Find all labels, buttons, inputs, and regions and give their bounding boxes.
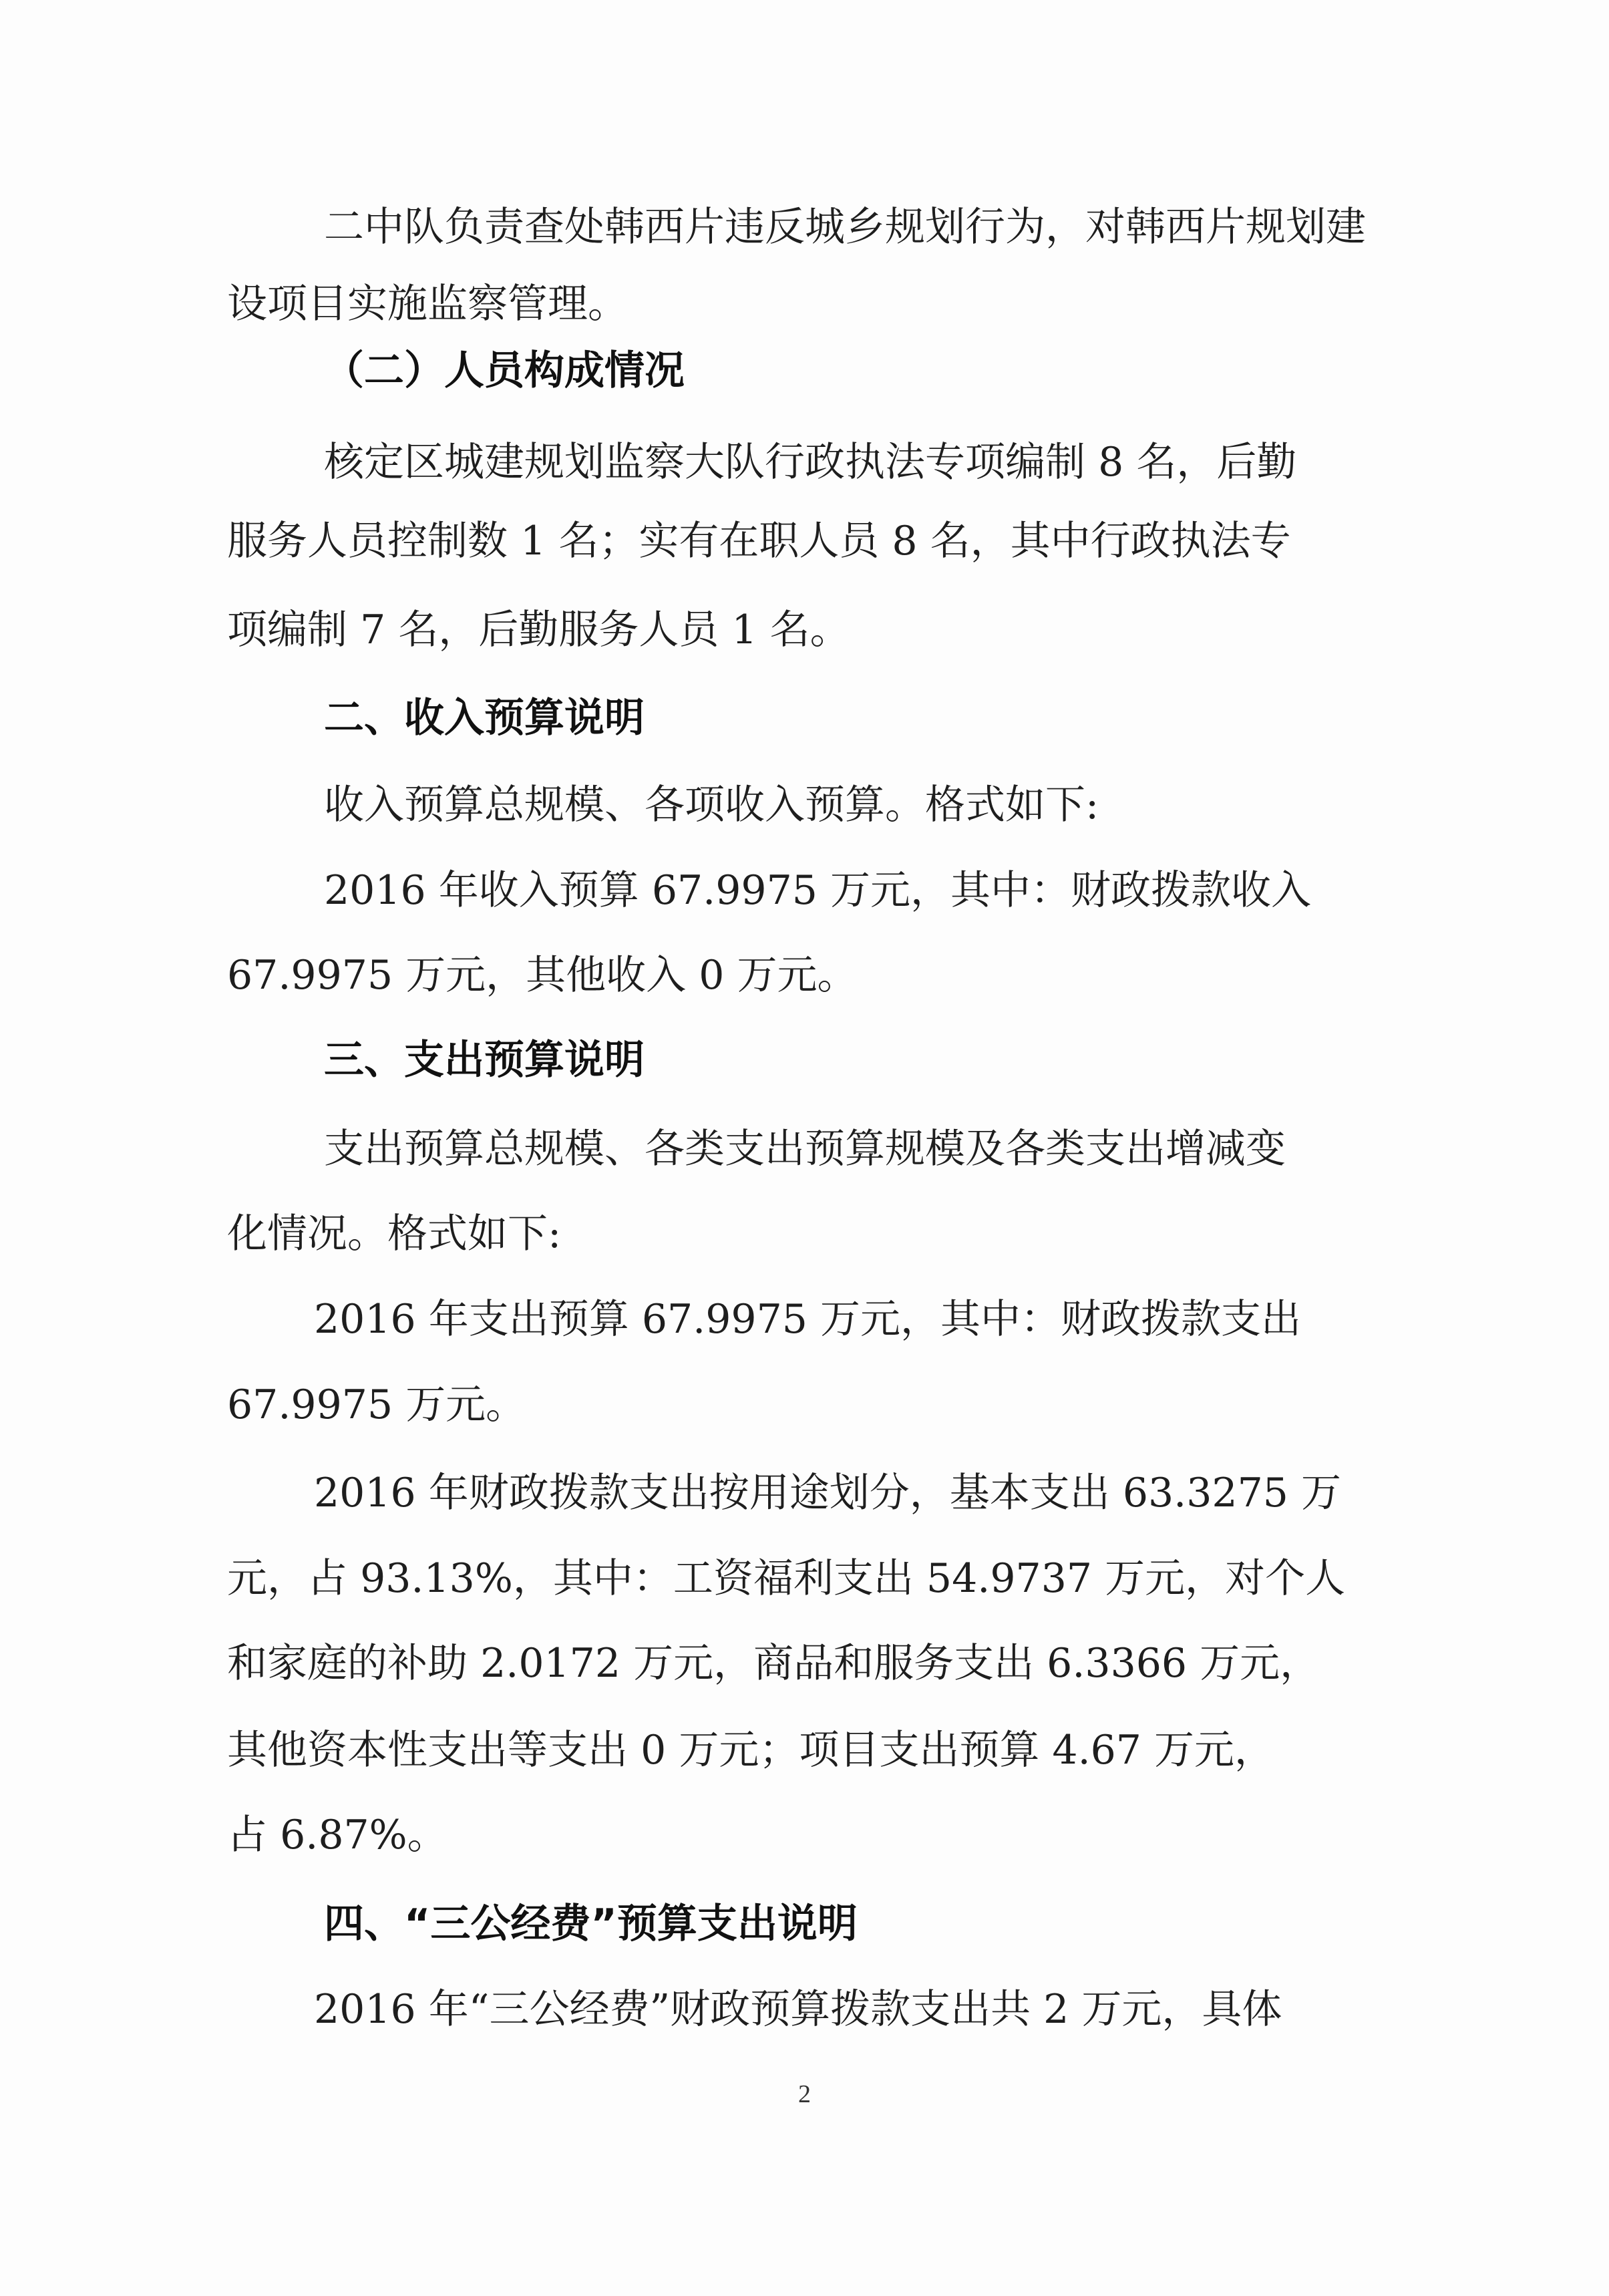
- paragraph-line: 和家庭的补助 2.0172 万元，商品和服务支出 6.3366 万元，: [227, 1640, 1320, 1687]
- section-heading: （二）人员构成情况: [324, 347, 685, 394]
- paragraph-line: 元，占 93.13%，其中：工资福利支出 54.9737 万元，对个人: [227, 1555, 1346, 1602]
- paragraph-line: 项编制 7 名，后勤服务人员 1 名。: [227, 607, 850, 653]
- paragraph-line: 67.9975 万元。: [227, 1381, 526, 1428]
- page-number: 2: [798, 2080, 811, 2108]
- paragraph-line: 67.9975 万元，其他收入 0 万元。: [227, 952, 858, 999]
- paragraph-line: 2016 年收入预算 67.9975 万元，其中：财政拨款收入: [324, 867, 1312, 914]
- section-heading: 四、“三公经费”预算支出说明: [324, 1901, 858, 1947]
- paragraph-line: 2016 年“三公经费”财政预算拨款支出共 2 万元，具体: [314, 1986, 1282, 2033]
- paragraph-line: 设项目实施监察管理。: [227, 281, 628, 327]
- section-heading: 二、收入预算说明: [324, 695, 645, 742]
- paragraph-line: 2016 年财政拨款支出按用途划分，基本支出 63.3275 万: [314, 1470, 1342, 1516]
- paragraph-line: 化情况。格式如下:: [227, 1210, 562, 1257]
- section-heading: 三、支出预算说明: [324, 1037, 645, 1084]
- paragraph-line: 收入预算总规模、各项收入预算。格式如下:: [324, 782, 1099, 828]
- paragraph-line: 服务人员控制数 1 名；实有在职人员 8 名，其中行政执法专: [227, 518, 1291, 564]
- paragraph-line: 占 6.87%。: [227, 1812, 448, 1858]
- paragraph-line: 二中队负责查处韩西片违反城乡规划行为，对韩西片规划建: [324, 204, 1366, 251]
- paragraph-line: 其他资本性支出等支出 0 万元；项目支出预算 4.67 万元，: [227, 1727, 1275, 1774]
- paragraph-line: 支出预算总规模、各类支出预算规模及各类支出增减变: [324, 1126, 1286, 1172]
- paragraph-line: 核定区城建规划监察大队行政执法专项编制 8 名，后勤: [324, 439, 1297, 486]
- paragraph-line: 2016 年支出预算 67.9975 万元，其中：财政拨款支出: [314, 1296, 1302, 1343]
